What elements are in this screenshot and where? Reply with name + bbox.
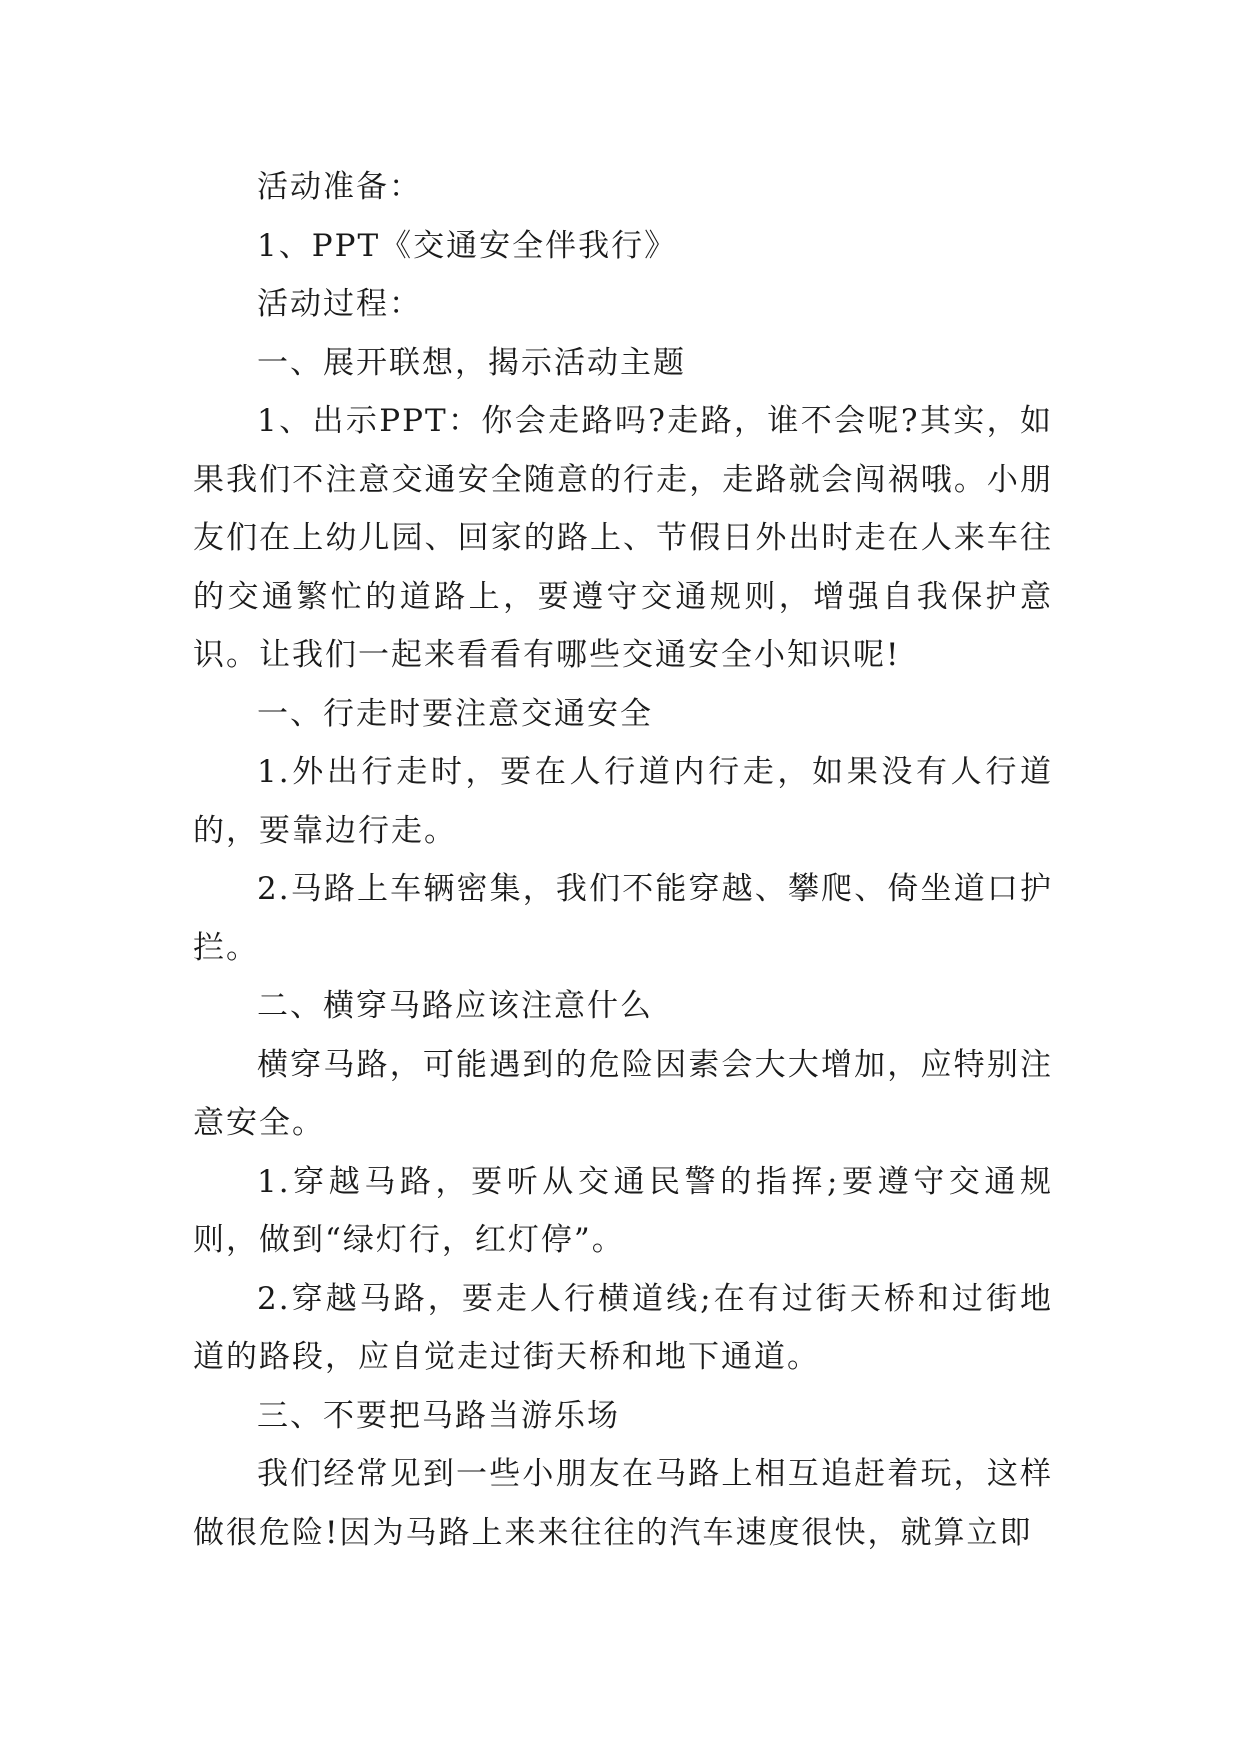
paragraph-crossing-intro: 横穿马路，可能遇到的危险因素会大大增加，应特别注意安全。 [193,1046,1053,1141]
paragraph-walking-safety-heading: 一、行走时要注意交通安全 [257,695,653,732]
paragraph-playground-text: 我们经常见到一些小朋友在马路上相互追赶着玩，这样做很危险!因为马路上来来往往的汽车速度很快，就算立即 [193,1456,1053,1551]
paragraph-section-one-heading: 一、展开联想，揭示活动主题 [257,344,686,381]
paragraph-activity-process-heading: 活动过程： [257,286,422,322]
paragraph-crossing-rule-1: 1.穿越马路，要听从交通民警的指挥;要遵守交通规则，做到“绿灯行，红灯停”。 [193,1163,1053,1258]
paragraph-walking-rule-1: 1.外出行走时，要在人行道内行走，如果没有人行道的，要靠边行走。 [193,754,1053,849]
paragraph-playground-heading: 三、不要把马路当游乐场 [257,1397,620,1434]
document-body [193,158,1053,1562]
paragraph-crossing-rule-2: 2.穿越马路，要走人行横道线;在有过街天桥和过街地道的路段，应自觉走过街天桥和地下通道。 [193,1280,1053,1375]
paragraph-crossing-heading: 二、横穿马路应该注意什么 [257,988,653,1024]
paragraph-ppt-item: 1、PPT《交通安全伴我行》 [257,227,678,264]
paragraph-activity-preparation-heading: 活动准备： [257,169,422,205]
paragraph-ppt-intro: 1、出示PPT：你会走路吗?走路，谁不会呢?其实，如果我们不注意交通安全随意的行走，走路就会闯祸哦。小朋友们在上幼儿园、回家的路上、节假日外出时走在人来车往的交通繁忙的道路上，要遵守交通规则，增强自我保护意识。让我们一起来看看有哪些交通安全小知识呢! [193,403,1053,673]
paragraph-walking-rule-2: 2.马路上车辆密集，我们不能穿越、攀爬、倚坐道口护拦。 [193,871,1053,966]
